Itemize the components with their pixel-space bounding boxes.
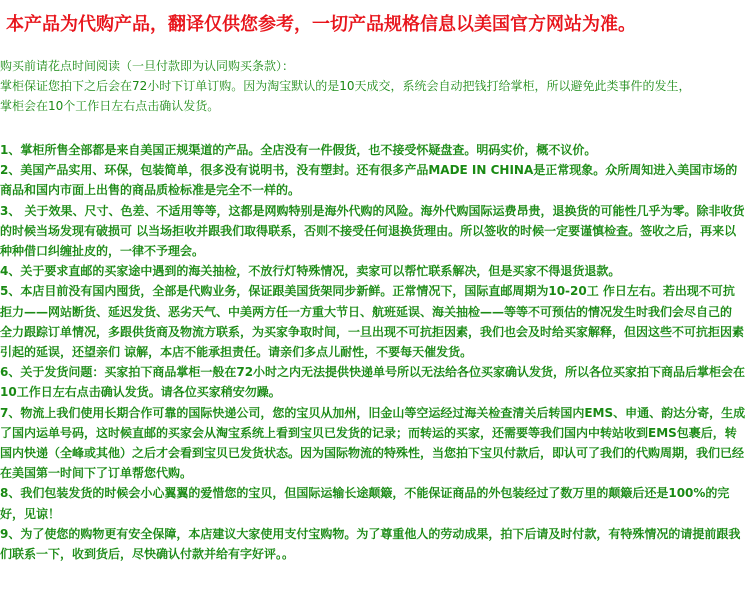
term-item-3: 3、 关于效果、尺寸、色差、不适用等等，这都是网购特别是海外代购的风险。海外代购国际运费昂贵，退换货的可能性几乎为零。除非收货的时候当场发现有破损可 以当场拒收并跟我们取得联系，否则不接受任何退换货理由。所以签收的时候一定要谨慎检查。签收之后，再来以种种借口纠缠扯皮的，一律不予理会。 <box>0 203 745 259</box>
intro-line: 掌柜会在10个工作日左右点击确认发货。 <box>0 99 220 113</box>
term-item-2: 2、美国产品实用、环保，包装简单，很多没有说明书，没有塑封。还有很多产品MADE IN CHINA是正常现象。众所周知进入美国市场的商品和国内市面上出售的商品质检标准是完全不一样的。 <box>0 163 738 198</box>
intro-section <box>0 56 750 116</box>
notice-heading: 本产品为代购产品，翻译仅供您参考，一切产品规格信息以美国官方网站为准。 <box>6 14 636 35</box>
term-item-6: 6、关于发货问题：买家拍下商品掌柜一般在72小时之内无法提供快递单号所以无法给各位买家确认发货，所以各位买家拍下商品后掌柜会在10工作日左右点击确认发货。请各位买家稍安勿躁。 <box>0 365 746 400</box>
intro-line: 购买前请花点时间阅读（一旦付款即为认同购买条款）： <box>0 59 295 73</box>
term-item-1: 1、掌柜所售全部都是来自美国正规渠道的产品。全店没有一件假货，也不接受怀疑盘查。明码实价，概不议价。 <box>0 143 597 157</box>
term-item-4: 4、关于要求直邮的买家途中遇到的海关抽检，不放行灯特殊情况，卖家可以帮忙联系解决，但是买家不得退货退款。 <box>0 264 621 279</box>
terms-list <box>0 140 746 564</box>
term-item-7: 7、物流上我们使用长期合作可靠的国际快递公司，您的宝贝从加州，旧金山等空运经过海关检查清关后转国内EMS、申通、韵达分寄，生成了国内运单号码，这时候直邮的买家会从淘宝系统上看到宝贝已发货的记录；而转运的买家，还需要等我们国内中转站收到EMS包裹后，转国内快递（全峰或其他）之后才会看到宝贝已发货状态。因为国际物流的特殊性，当您拍下宝贝付款后，即认可了我们的代购周期，我们已经在美国第一时间下了订单帮您代购。 <box>0 405 746 481</box>
term-item-8: 8、我们包装发货的时候会小心翼翼的爱惜您的宝贝，但国际运输长途颠簸，不能保证商品的外包装经过了数万里的颠簸后还是100%的完好，见谅！ <box>0 486 730 521</box>
intro-line: 掌柜保证您拍下之后会在72小时下订单订购。因为淘宝默认的是10天成交，系统会自动把钱打给掌柜，所以避免此类事件的发生， <box>0 79 691 93</box>
term-item-5: 5、本店目前没有国内囤货，全部是代购业务，保证跟美国货架同步新鲜。正常情况下，国际直邮周期为10-20工 作日左右。若出现不可抗拒力——网站断货、延迟发货、恶劣天气、中美两方任一方重大节日、航班延误、海关抽检——等等不可预估的情况发生时我们会尽自己的 全力跟踪订单情况，多跟供货商及物流方联系，为买家争取时间，一旦出现不可抗拒因素，我们也会及时给买家解释，但因这些不可抗拒因素引起的延误，还望亲们 谅解，本店不能承担责任。请亲们多点儿耐性，不要每天催发货。 <box>0 284 745 360</box>
term-item-9: 9、为了使您的购物更有安全保障，本店建议大家使用支付宝购物。为了尊重他人的劳动成果，拍下后请及时付款，有特殊情况的请提前跟我们联系一下，收到货后，尽快确认付款并给有字好评。。 <box>0 526 741 562</box>
